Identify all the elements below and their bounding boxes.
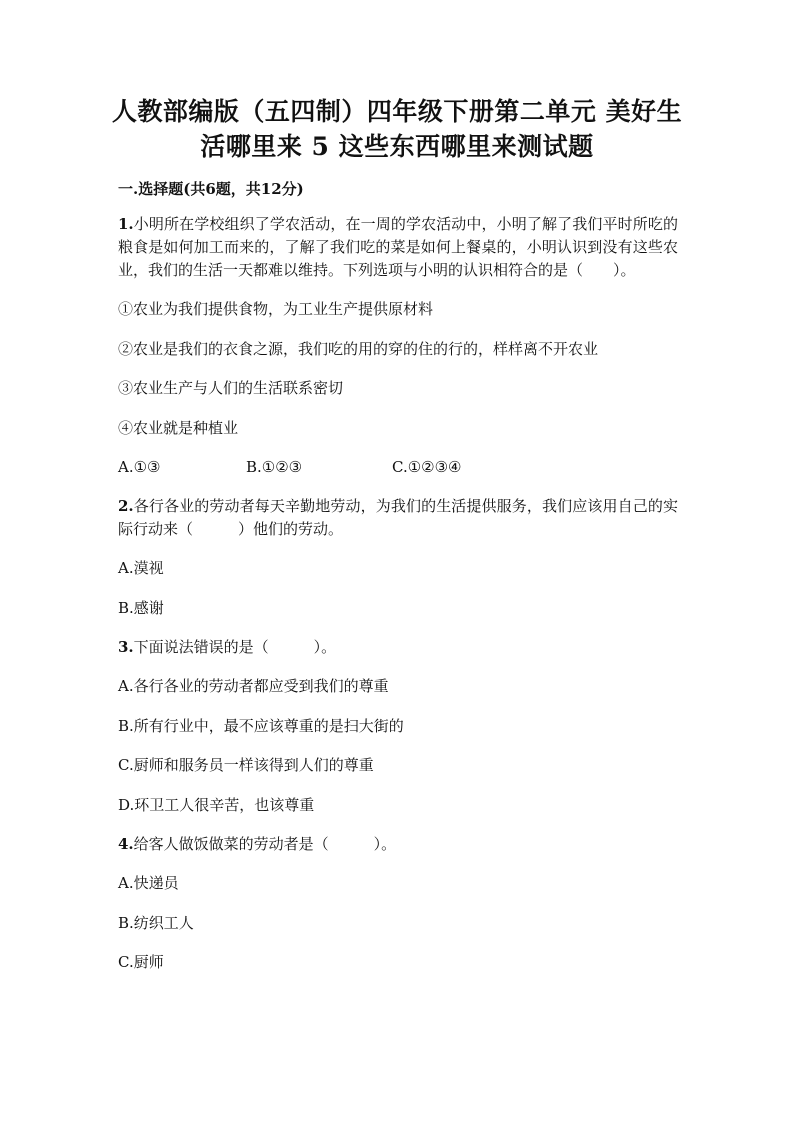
statement-1: ①农业为我们提供食物，为工业生产提供原材料 (118, 300, 434, 318)
question-2-option-a: A.漠视 (118, 559, 164, 577)
section-heading: 一.选择题(共6题，共12分) (118, 180, 304, 198)
question-1-number: 1. (118, 215, 134, 233)
question-3-stem (118, 636, 678, 659)
title-line-1: 人教部编版（五四制）四年级下册第二单元 美好生 (111, 97, 683, 126)
question-4-option-b: B.纺织工人 (118, 913, 194, 932)
statement-2: ②农业是我们的衣食之源，我们吃的用的穿的住的行的，样样离不开农业 (118, 339, 599, 358)
question-2-option-b: B.感谢 (118, 598, 164, 617)
question-1-option-a: A.①③ (118, 458, 161, 476)
question-3-option-b: B.所有行业中，最不应该尊重的是扫大街的 (118, 716, 404, 735)
page-title (100, 94, 694, 164)
title-line-2: 活哪里来 5 这些东西哪里来测试题 (200, 132, 594, 161)
question-1-stem (118, 213, 678, 282)
statement-4: ④农业就是种植业 (118, 418, 239, 437)
question-4-number: 4. (118, 835, 134, 853)
question-1-option-c: C.①②③④ (392, 458, 462, 476)
question-2-text: 各行各业的劳动者每天辛勤地劳动，为我们的生活提供服务，我们应该用自己的实际行动来（ ）他们的劳动。 (118, 497, 678, 538)
question-3-number: 3. (118, 638, 134, 656)
question-2-number: 2. (118, 497, 134, 515)
question-2-stem (118, 495, 678, 541)
statement-3: ③农业生产与人们的生活联系密切 (118, 379, 344, 397)
question-3-option-c: C.厨师和服务员一样该得到人们的尊重 (118, 756, 374, 774)
question-1-options (118, 456, 678, 479)
question-4-text: 给客人做饭做菜的劳动者是（ ）。 (133, 835, 397, 853)
question-4-stem (118, 833, 678, 856)
question-3-text: 下面说法错误的是（ ）。 (133, 638, 337, 656)
question-1-text: 小明所在学校组织了学农活动，在一周的学农活动中，小明了解了我们平时所吃的粮食是如何加工而来的，了解了我们吃的菜是如何上餐桌的，小明认识到没有这些农业，我们的生活一天都难以维持。下列选项与小明的认识相符合的是（ ）。 (118, 215, 678, 279)
question-3-option-d: D.环卫工人很辛苦，也该尊重 (118, 795, 315, 814)
question-1-option-b: B.①②③ (246, 458, 303, 476)
question-4-option-c: C.厨师 (118, 953, 164, 971)
question-4-option-a: A.快递员 (118, 874, 179, 892)
question-list (118, 213, 678, 991)
question-3-option-a: A.各行各业的劳动者都应受到我们的尊重 (118, 677, 389, 695)
